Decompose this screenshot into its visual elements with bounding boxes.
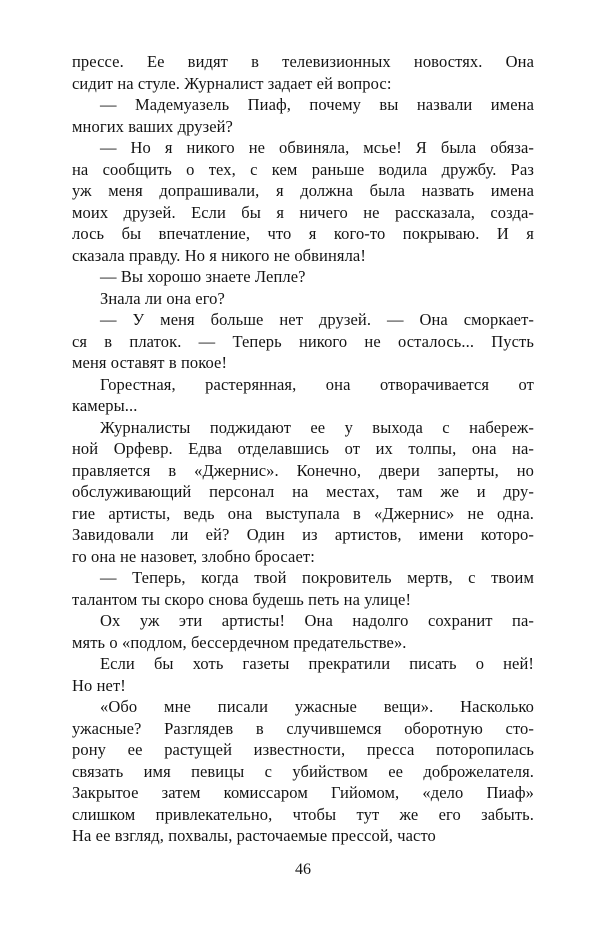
text-line: Завидовали ли ей? Один из артистов, имени которо-	[72, 525, 534, 544]
paragraph	[72, 567, 534, 610]
text-line: Ох уж эти артисты! Она надолго сохранит па-	[100, 611, 534, 630]
text-line: На ее взгляд, похвалы, расточаемые прессой, часто	[72, 826, 436, 845]
text-line: ся в платок. — Теперь никого не осталось... Пусть	[72, 331, 534, 351]
paragraph	[72, 417, 534, 568]
text-line: моих друзей. Если бы я ничего не рассказала, созда-	[72, 202, 534, 222]
paragraph	[72, 266, 534, 288]
paragraph	[72, 51, 534, 94]
paragraph	[72, 309, 534, 374]
text-line: прессе. Ее видят в телевизионных новостях. Она	[72, 52, 534, 71]
text-line: талантом ты скоро снова будешь петь на улице!	[72, 589, 412, 609]
text-line: «Обо мне писали ужасные вещи». Насколько	[100, 697, 534, 716]
text-line: — Но я никого не обвиняла, мсье! Я была обяза-	[100, 138, 534, 157]
text-line: уж меня допрашивали, я должна была назвать имена	[72, 181, 534, 200]
text-line: ужасные? Разглядев в случившемся оборотную сто-	[72, 718, 534, 738]
text-line: — Мадемуазель Пиаф, почему вы назвали имена	[100, 95, 534, 114]
text-line: меня оставят в покое!	[72, 353, 228, 372]
text-line: мять о «подлом, бессердечном предательстве».	[72, 632, 407, 652]
text-line: обслуживающий персонал на местах, там же и дру-	[72, 482, 534, 501]
text-line: на сообщить о тех, с кем раньше водила дружбу. Раз	[72, 159, 534, 179]
paragraph	[72, 137, 534, 266]
text-line: связать имя певицы с убийством ее доброжелателя.	[72, 761, 534, 781]
text-line: — Теперь, когда твой покровитель мертв, с твоим	[100, 568, 534, 587]
text-line: многих ваших друзей?	[72, 116, 233, 136]
text-line: Закрытое затем комиссаром Гийомом, «дело Пиаф»	[72, 783, 534, 802]
text-line: Журналисты поджидают ее у выхода с набереж-	[100, 417, 534, 437]
text-line: гие артисты, ведь она выступала в «Джернис» не одна.	[72, 503, 534, 523]
page-number: 46	[295, 860, 311, 878]
text-line: сказала правду. Но я никого не обвиняла!	[72, 245, 366, 265]
text-line: Но нет!	[72, 675, 126, 695]
text-line: — У меня больше нет друзей. — Она сморкает-	[100, 310, 534, 329]
text-line: сидит на стуле. Журналист задает ей вопрос:	[72, 73, 392, 93]
text-line: ной Орфевр. Едва отделавшись от их толпы, она на-	[72, 439, 534, 458]
paragraph	[72, 94, 534, 137]
text-line: камеры...	[72, 396, 138, 415]
text-line: — Вы хорошо знаете Лепле?	[100, 267, 306, 286]
text-line: Знала ли она его?	[100, 288, 225, 308]
paragraph	[72, 374, 534, 417]
text-line: лось бы впечатление, что я кого-то покрываю. И я	[72, 224, 534, 243]
paragraph	[72, 288, 534, 310]
paragraph	[72, 696, 534, 847]
text-line: Если бы хоть газеты прекратили писать о ней!	[100, 654, 534, 673]
page-text	[72, 51, 534, 847]
paragraph	[72, 653, 534, 696]
text-line: го она не назовет, злобно бросает:	[72, 546, 315, 566]
text-line: правляется в «Джернис». Конечно, двери заперты, но	[72, 460, 534, 480]
text-line: Горестная, растерянная, она отворачивается от	[100, 374, 534, 394]
text-line: слишком привлекательно, чтобы тут же его забыть.	[72, 804, 534, 824]
text-line: рону ее растущей известности, пресса поторопилась	[72, 740, 534, 759]
paragraph	[72, 610, 534, 653]
